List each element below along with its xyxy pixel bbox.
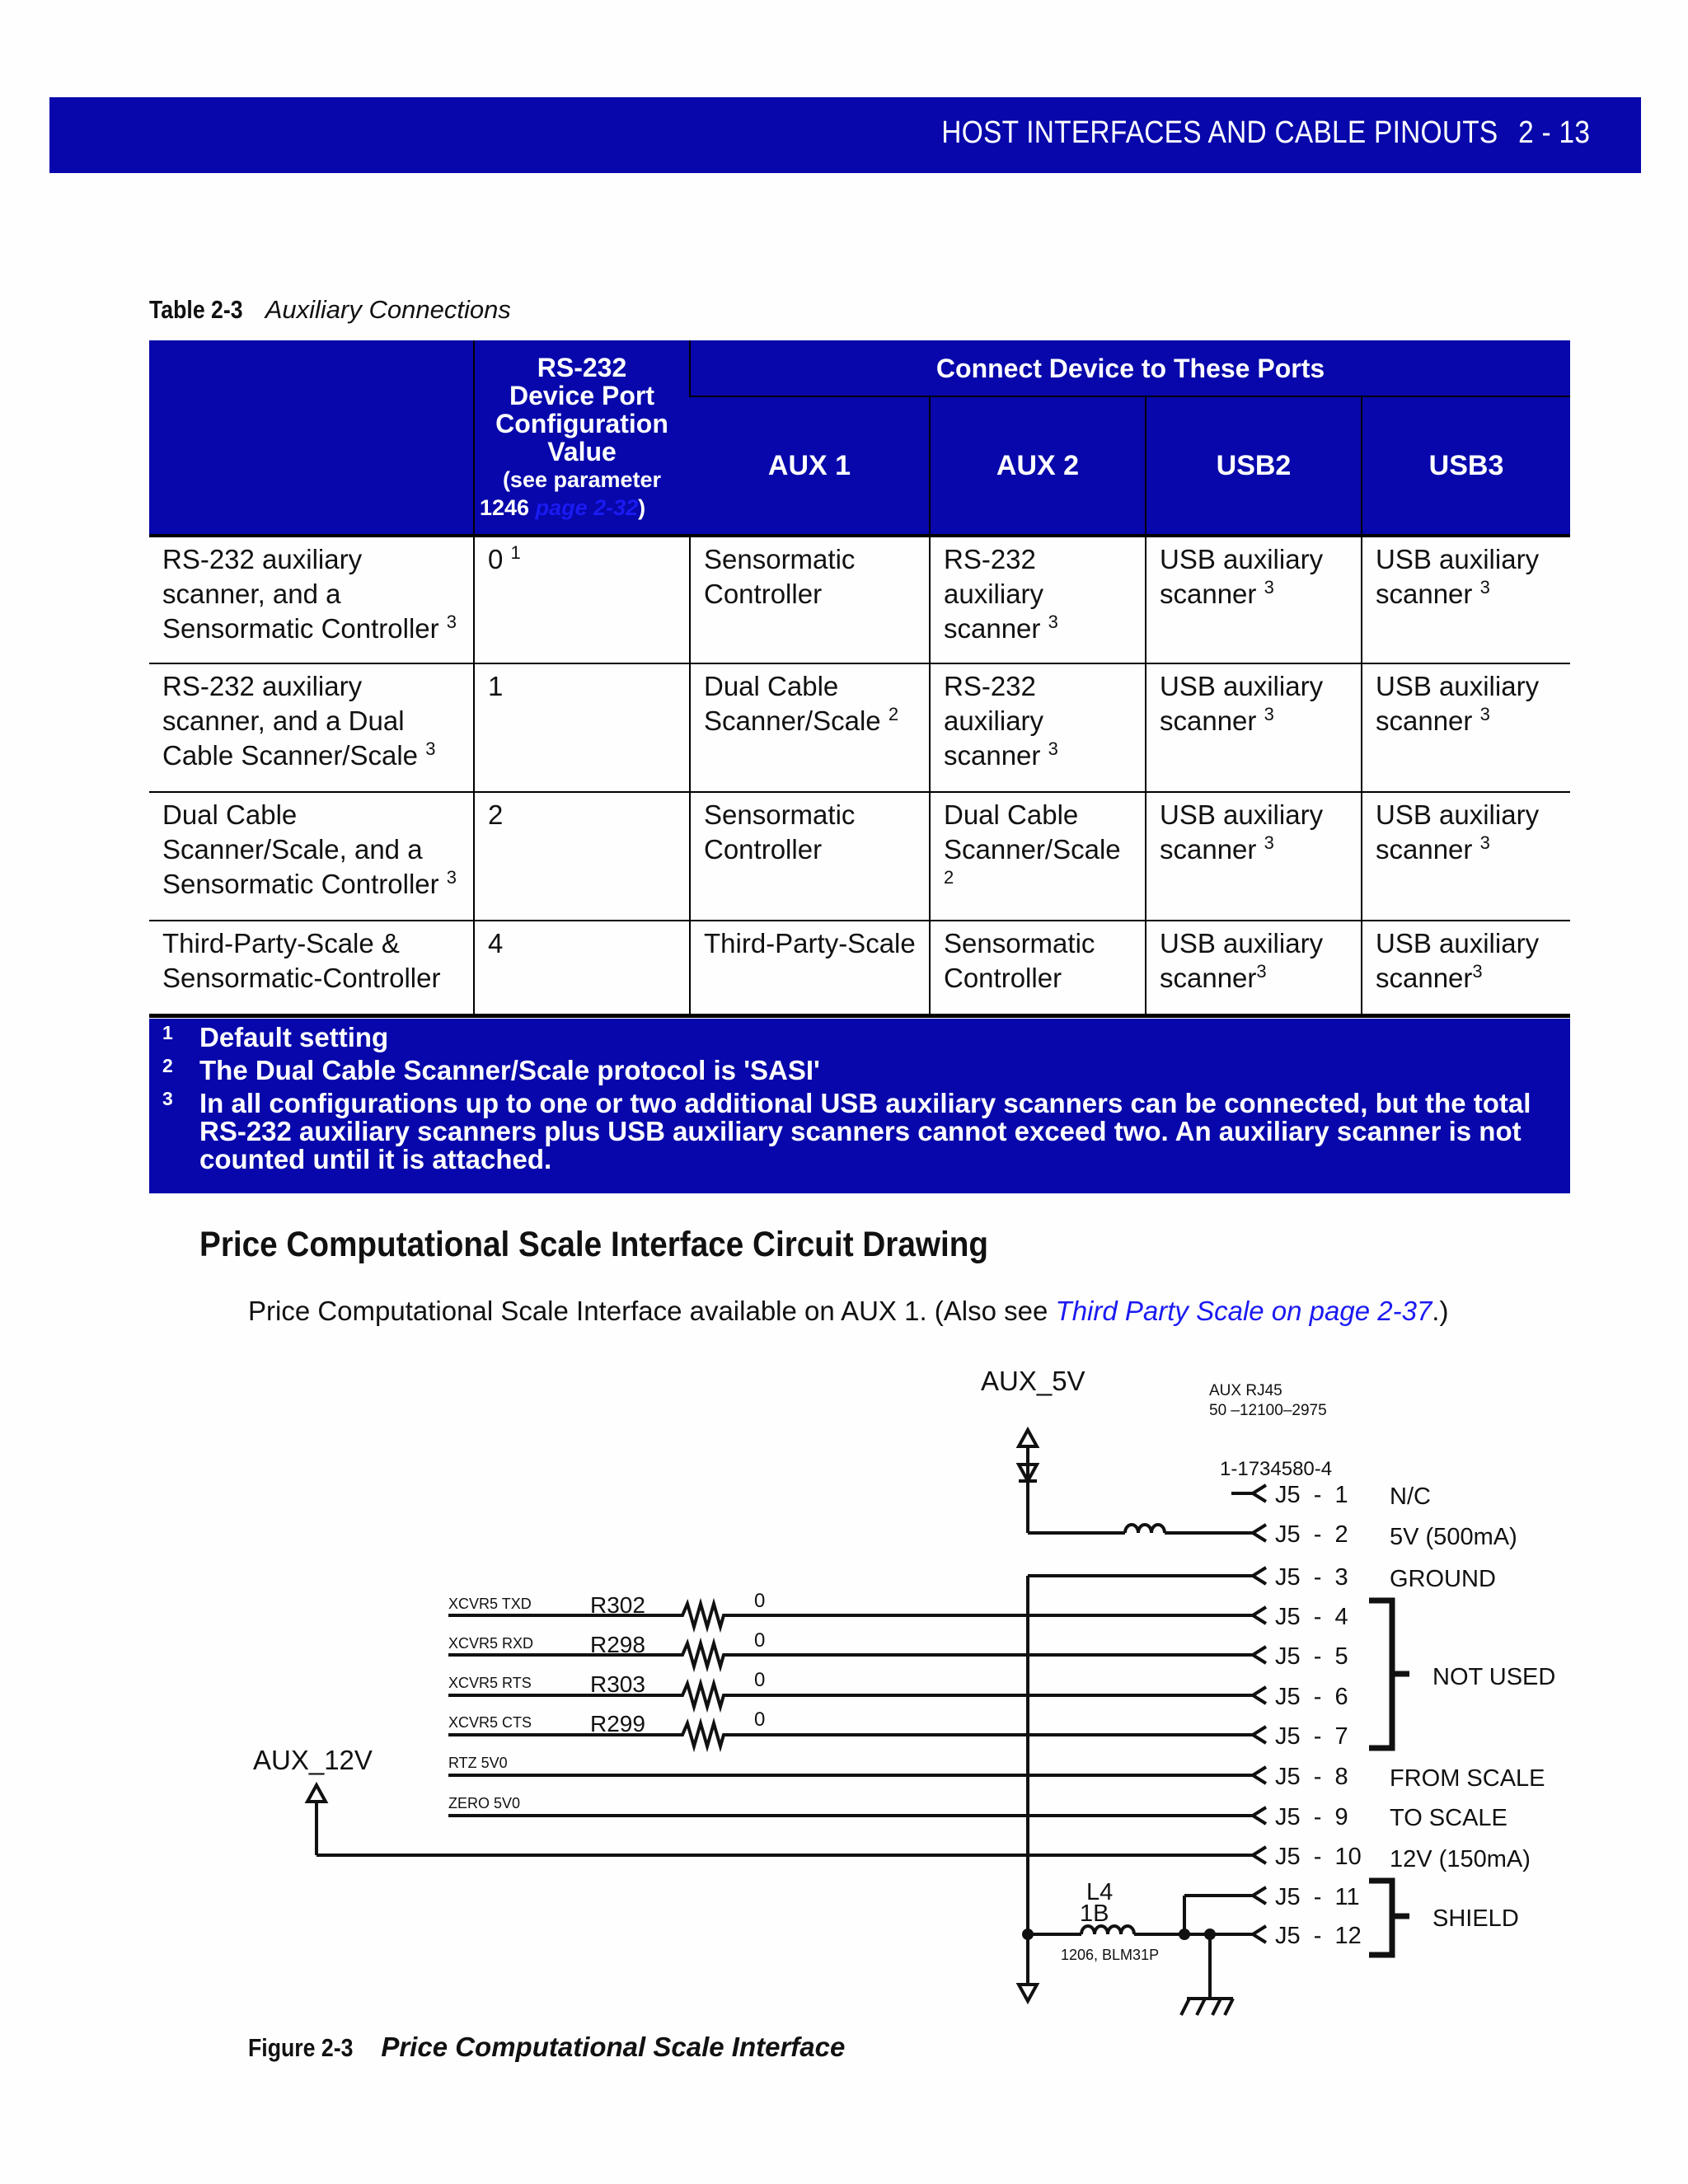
row-description: RS-232 auxiliary scanner, and a Dual Cable Scanner/Scale $^3$	[149, 663, 474, 792]
footnote-text: Default setting	[199, 1022, 389, 1052]
pin-description: TO SCALE	[1390, 1805, 1507, 1831]
pin-label: J5 - 5	[1275, 1643, 1348, 1670]
resistor-value: 0	[754, 1590, 766, 1612]
config-header-line: Configuration	[495, 408, 668, 438]
footnote-text: The Dual Cable Scanner/Scale protocol is 'SASI'	[199, 1055, 820, 1085]
row-config-value: 4	[474, 921, 690, 1015]
resistor-designator: R299	[590, 1711, 645, 1736]
pin-label: J5 - 1	[1275, 1482, 1348, 1508]
pin-description: FROM SCALE	[1390, 1765, 1545, 1792]
table-title: Auxiliary Connections	[265, 295, 511, 324]
pin-label: J5 - 10	[1275, 1844, 1362, 1870]
config-page-link[interactable]: page 2-32	[535, 494, 639, 520]
row-usb2: USB auxiliary scanner $^3$	[1146, 536, 1362, 663]
not-used-bracket	[1369, 1601, 1392, 1748]
third-party-scale-link[interactable]: Third Party Scale on page 2-37	[1055, 1296, 1432, 1326]
row-aux1: Sensormatic Controller	[690, 792, 930, 921]
row-usb3: USB auxiliary scanner $^3$	[1362, 536, 1570, 663]
row-config-value: 1	[474, 663, 690, 792]
figure-caption	[248, 2032, 845, 2063]
row-aux2: Dual Cable Scanner/Scale $^2$	[930, 792, 1146, 921]
port-header-usb2: USB2	[1146, 396, 1362, 536]
resistor-value: 0	[754, 1629, 766, 1652]
part-number: 1-1734580-4	[1220, 1458, 1333, 1480]
row-usb2: USB auxiliary scanner$^3$	[1146, 921, 1362, 1015]
resistor-icon	[448, 1643, 1256, 1666]
row-usb3: USB auxiliary scanner $^3$	[1362, 792, 1570, 921]
resistor-icon	[448, 1723, 1256, 1746]
ground-arrow-icon	[1019, 1985, 1037, 2001]
junction-dot	[1180, 1930, 1189, 1938]
pin-label: J5 - 4	[1275, 1604, 1348, 1630]
footnote-number: 2	[162, 1055, 173, 1076]
signal-name: ZERO 5V0	[448, 1795, 521, 1811]
l4-part: 1206, BLM31P	[1061, 1947, 1160, 1963]
pin-label: J5 - 12	[1275, 1923, 1362, 1949]
row-aux2: RS-232 auxiliary scanner $^3$	[930, 663, 1146, 792]
resistor-icon	[448, 1684, 1256, 1707]
row-usb2: USB auxiliary scanner $^3$	[1146, 792, 1362, 921]
config-parameter: 1246	[480, 494, 530, 520]
connector-arrows	[1253, 1485, 1266, 1943]
pin-label: J5 - 8	[1275, 1764, 1348, 1790]
row-aux1: Sensormatic Controller	[690, 536, 930, 663]
pin-description: N/C	[1390, 1483, 1431, 1510]
resistor-designator: R302	[590, 1592, 645, 1618]
aux5v-arrow-icon	[1019, 1430, 1037, 1446]
row-aux2: RS-232 auxiliary scanner $^3$	[930, 536, 1146, 663]
figure-title: Price Computational Scale Interface	[381, 2032, 846, 2062]
pin-label: J5 - 7	[1275, 1723, 1348, 1750]
shield-label: SHIELD	[1432, 1905, 1519, 1932]
section-title: Price Computational Scale Interface Circuit Drawing	[199, 1225, 988, 1264]
table-label: Table 2-3	[149, 295, 243, 324]
footnote-number: 1	[162, 1022, 173, 1043]
footnote-text: In all configurations up to one or two additional USB auxiliary scanners can be connected, but the total RS-232 auxiliary scanners plus USB auxiliary scanners cannot exceed two. An auxiliary scanner is not counted until it is attached.	[199, 1088, 1531, 1174]
signal-name: RTZ 5V0	[448, 1755, 508, 1771]
connect-ports-header: Connect Device to These Ports	[690, 340, 1570, 396]
resistor-designator: R298	[590, 1632, 645, 1657]
config-close-paren: )	[638, 494, 646, 520]
resistor-designator: R303	[590, 1671, 645, 1697]
aux12v-label: AUX_12V	[253, 1745, 373, 1775]
connector-name: AUX RJ45	[1209, 1382, 1282, 1399]
row-aux1: Dual Cable Scanner/Scale $^2$	[690, 663, 930, 792]
row-aux2: Sensormatic Controller	[930, 921, 1146, 1015]
pin-description: 12V (150mA)	[1390, 1846, 1531, 1872]
footnote-number: 3	[162, 1088, 173, 1109]
row-usb2: USB auxiliary scanner $^3$	[1146, 663, 1362, 792]
resistor-value: 0	[754, 1669, 766, 1691]
not-used-label: NOT USED	[1432, 1664, 1556, 1690]
paragraph-text: Price Computational Scale Interface available on AUX 1. (Also see	[248, 1296, 1056, 1326]
row-config-value: 2	[474, 792, 690, 921]
connector-part: 50 –12100–2975	[1209, 1402, 1327, 1419]
config-header-line: Value	[547, 436, 617, 466]
l4-value: 1B	[1080, 1900, 1109, 1927]
pin-label: J5 - 3	[1275, 1564, 1348, 1591]
row-config-value: 0 $^1$	[474, 536, 690, 663]
pin-label: J5 - 9	[1275, 1804, 1348, 1830]
pin-description: GROUND	[1390, 1566, 1496, 1592]
row-aux1: Third-Party-Scale	[690, 921, 930, 1015]
config-header-note: (see parameter	[502, 466, 662, 492]
pin-label: J5 - 11	[1275, 1884, 1360, 1910]
signal-name: XCVR5 RTS	[448, 1675, 532, 1691]
l4-label: L4	[1086, 1879, 1114, 1905]
chassis-ground-icon	[1181, 1999, 1233, 2015]
port-header-aux2: AUX 2	[930, 396, 1146, 536]
signal-name: XCVR5 CTS	[448, 1714, 532, 1731]
header-page-number: 2 - 13	[1517, 115, 1590, 150]
signal-name: XCVR5 RXD	[448, 1635, 534, 1652]
resistor-icon	[448, 1604, 1256, 1627]
header-section-title: HOST INTERFACES AND CABLE PINOUTS	[941, 115, 1498, 150]
l4-inductor-icon	[1081, 1926, 1134, 1934]
pin-label: J5 - 6	[1275, 1684, 1348, 1710]
row-usb3: USB auxiliary scanner $^3$	[1362, 663, 1570, 792]
config-header-line: Device Port	[509, 380, 655, 410]
inductor-icon	[1125, 1525, 1165, 1533]
signal-name: XCVR5 TXD	[448, 1596, 532, 1612]
signal-lines	[448, 1590, 1256, 1816]
config-header-line: RS-232	[537, 352, 627, 382]
port-header-usb3: USB3	[1362, 396, 1570, 536]
pin-description: 5V (500mA)	[1390, 1524, 1517, 1550]
row-description: RS-232 auxiliary scanner, and a Sensormatic Controller $^3$	[149, 536, 474, 663]
figure-label: Figure 2-3	[248, 2033, 354, 2062]
port-header-aux1: AUX 1	[690, 396, 930, 536]
aux5v-label: AUX_5V	[981, 1366, 1085, 1396]
aux12v-arrow-icon	[307, 1785, 326, 1802]
row-usb3: USB auxiliary scanner$^3$	[1362, 921, 1570, 1015]
row-description: Dual Cable Scanner/Scale, and a Sensormatic Controller $^3$	[149, 792, 474, 921]
pin-label: J5 - 2	[1275, 1521, 1348, 1548]
shield-bracket	[1369, 1881, 1392, 1955]
resistor-value: 0	[754, 1708, 766, 1731]
row-description: Third-Party-Scale & Sensormatic-Controller	[149, 921, 474, 1015]
paragraph-end: .)	[1432, 1296, 1449, 1326]
